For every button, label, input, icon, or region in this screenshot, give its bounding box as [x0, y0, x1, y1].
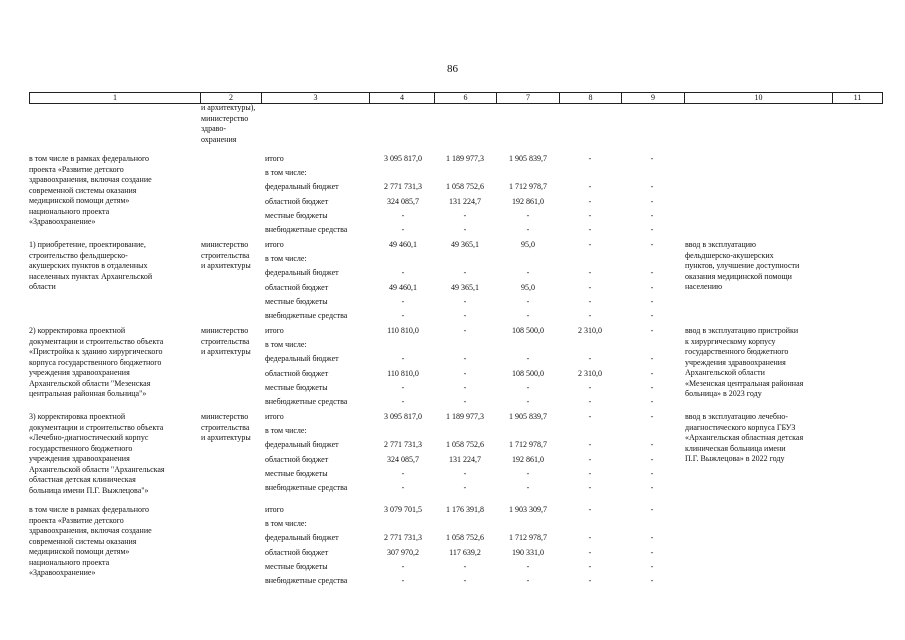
amount-cell-c8: -: [588, 282, 592, 292]
amount-cell-c4: 2 771 731,3: [384, 182, 422, 192]
amount-cell-c7: 108 500,0: [512, 368, 544, 378]
amount-cell-c7: -: [526, 311, 530, 320]
funding-source-label: областной бюджет: [265, 547, 329, 557]
amount-cell-c4: -: [401, 210, 405, 220]
header-col-1: 1: [30, 93, 201, 103]
amount-cell-c7: 192 861,0: [512, 196, 544, 206]
amount-cell-c9: -: [650, 268, 654, 278]
amount-cell-c4: -: [401, 561, 405, 571]
amount-cell-c6: -: [463, 561, 467, 571]
section-description: 3) корректировка проектной документации и строительство объекта «Лечебно-диагностический корпус государственного бюджетного учреждения здравоохранения Архангельской области "Архангельская областная детская клиническая больница имени П.Г. Выжлецова"»: [29, 412, 165, 495]
section-description: 1) приобретение, проектирование, строительство фельдшерско- акушерских пунктов в отдаленных населенных пунктах Архангельской области: [29, 240, 153, 291]
section-result: ввод в эксплуатацию лечебно- диагностического корпуса ГБУЗ «Архангельская областная детская клиническая больница имени П.Г. Выжлецова» в 2022 году: [685, 412, 804, 463]
funding-source-label: итого: [265, 326, 284, 335]
amount-cell-c7: 1 712 978,7: [509, 182, 547, 192]
amount-cell-c4: 2 771 731,3: [384, 440, 422, 450]
header-col-8: 8: [560, 93, 622, 103]
funding-source-label: федеральный бюджет: [265, 440, 339, 450]
amount-cell-c8: -: [588, 296, 592, 306]
amount-cell-c9: -: [650, 505, 654, 514]
funding-source-label: внебюджетные средства: [265, 225, 348, 234]
amount-cell-c6: -: [463, 397, 467, 406]
amount-cell-c8: -: [588, 225, 592, 234]
amount-cell-c7: 95,0: [521, 240, 535, 249]
section-result: ввод в эксплуатацию пристройки к хирургическому корпусу государственного бюджетного учреждения здравоохранения Архангельской области «Мезенская центральная районная больница» в 2023 году: [685, 326, 804, 398]
amount-cell-c6: 1 176 391,8: [446, 505, 484, 514]
amount-cell-c6: -: [463, 354, 467, 364]
funding-source-label: областной бюджет: [265, 282, 329, 292]
amount-cell-c7: -: [526, 296, 530, 306]
funding-source-label: итого: [265, 505, 284, 514]
amount-cell-c9: -: [650, 483, 654, 492]
amount-cell-c9: -: [650, 182, 654, 192]
amount-cell-c8: -: [588, 354, 592, 364]
amount-cell-c8: -: [588, 210, 592, 220]
funding-source-label: федеральный бюджет: [265, 354, 339, 364]
funding-source-label: внебюджетные средства: [265, 397, 348, 406]
amount-cell-c9: -: [650, 225, 654, 234]
amount-cell-c9: -: [650, 296, 654, 306]
amount-cell-c8: -: [588, 382, 592, 392]
amount-cell-c9: -: [650, 240, 654, 249]
amount-cell-c6: -: [463, 210, 467, 220]
funding-source-label: местные бюджеты: [265, 210, 328, 220]
amount-cell-c6: 131 224,7: [449, 196, 481, 206]
funding-source-label: внебюджетные средства: [265, 576, 348, 585]
amount-cell-c7: -: [526, 397, 530, 406]
section-result: ввод в эксплуатацию фельдшерско-акушерских пунктов, улучшение доступности оказания медицинской помощи населению: [685, 240, 800, 291]
section-description: в том числе в рамках федерального проекта «Развитие детского здравоохранения, включая создание современной системы оказания медицинской помощи детям» национального проекта «Здравоохранение»: [29, 505, 152, 577]
amount-cell-c6: 131 224,7: [449, 454, 481, 464]
funding-source-label: местные бюджеты: [265, 468, 328, 478]
amount-cell-c8: -: [588, 311, 592, 320]
amount-cell-c4: 110 810,0: [387, 368, 419, 378]
section-description: 2) корректировка проектной документации и строительство объекта «Пристройка к зданию хирургического корпуса государственного бюджетного учреждения здравоохранения Архангельской области "Мезенская центральная районная больница"»: [29, 326, 164, 398]
amount-cell-c7: 1 903 309,7: [509, 505, 547, 514]
amount-cell-c7: 1 712 978,7: [509, 440, 547, 450]
amount-cell-c7: 190 331,0: [512, 547, 544, 557]
amount-cell-c6: 1 058 752,6: [446, 182, 484, 192]
amount-cell-c6: 1 058 752,6: [446, 533, 484, 543]
funding-source-label: в том числе:: [265, 168, 307, 178]
header-col-6: 6: [435, 93, 497, 103]
funding-source-label: внебюджетные средства: [265, 483, 348, 492]
amount-cell-c8: -: [588, 533, 592, 543]
amount-cell-c4: 324 085,7: [387, 454, 419, 464]
section-executor: министерство строительства и архитектуры: [201, 240, 251, 270]
amount-cell-c4: 3 095 817,0: [384, 154, 422, 163]
amount-cell-c4: -: [401, 382, 405, 392]
amount-cell-c6: 1 189 977,3: [446, 154, 484, 163]
amount-cell-c4: -: [401, 354, 405, 364]
amount-cell-c6: -: [463, 296, 467, 306]
amount-cell-c7: 192 861,0: [512, 454, 544, 464]
amount-cell-c9: -: [650, 412, 654, 421]
amount-cell-c8: -: [588, 412, 592, 421]
funding-source-label: областной бюджет: [265, 196, 329, 206]
funding-source-label: местные бюджеты: [265, 561, 328, 571]
amount-cell-c9: -: [650, 154, 654, 163]
amount-cell-c9: -: [650, 282, 654, 292]
amount-cell-c6: -: [463, 268, 467, 278]
header-col-10: 10: [685, 93, 833, 103]
funding-source-label: областной бюджет: [265, 454, 329, 464]
amount-cell-c6: 49 365,1: [451, 240, 479, 249]
funding-source-label: в том числе:: [265, 426, 307, 436]
amount-cell-c8: -: [588, 483, 592, 492]
amount-cell-c4: 49 460,1: [389, 240, 417, 249]
amount-cell-c7: -: [526, 468, 530, 478]
amount-cell-c6: 1 189 977,3: [446, 412, 484, 421]
amount-cell-c7: -: [526, 210, 530, 220]
amount-cell-c4: 110 810,0: [387, 326, 419, 335]
amount-cell-c7: -: [526, 354, 530, 364]
funding-source-label: местные бюджеты: [265, 382, 328, 392]
amount-cell-c7: 1 712 978,7: [509, 533, 547, 543]
funding-source-label: в том числе:: [265, 519, 307, 529]
amount-cell-c8: -: [588, 268, 592, 278]
amount-cell-c8: -: [588, 440, 592, 450]
amount-cell-c9: -: [650, 311, 654, 320]
amount-cell-c6: -: [463, 311, 467, 320]
amount-cell-c4: 49 460,1: [389, 282, 417, 292]
funding-source-label: в том числе:: [265, 254, 307, 264]
amount-cell-c6: 117 639,2: [449, 547, 481, 557]
amount-cell-c9: -: [650, 210, 654, 220]
amount-cell-c6: -: [463, 468, 467, 478]
amount-cell-c6: -: [463, 382, 467, 392]
amount-cell-c8: -: [588, 505, 592, 514]
amount-cell-c7: -: [526, 483, 530, 492]
amount-cell-c8: -: [588, 397, 592, 406]
amount-cell-c9: -: [650, 196, 654, 206]
amount-cell-c8: -: [588, 547, 592, 557]
amount-cell-c4: 324 085,7: [387, 196, 419, 206]
amount-cell-c8: -: [588, 154, 592, 163]
header-col-11: 11: [853, 93, 862, 102]
amount-cell-c7: -: [526, 576, 530, 585]
header-col-4: 4: [370, 93, 435, 103]
amount-cell-c8: -: [588, 240, 592, 249]
amount-cell-c7: -: [526, 382, 530, 392]
amount-cell-c4: 2 771 731,3: [384, 533, 422, 543]
amount-cell-c4: -: [401, 468, 405, 478]
amount-cell-c9: -: [650, 533, 654, 543]
amount-cell-c8: -: [588, 196, 592, 206]
carry-over-executor: и архитектуры), министерство здраво- охранения: [201, 103, 256, 144]
amount-cell-c8: -: [588, 468, 592, 478]
amount-cell-c6: -: [463, 225, 467, 234]
amount-cell-c9: -: [650, 354, 654, 364]
funding-source-label: итого: [265, 154, 284, 163]
amount-cell-c9: -: [650, 576, 654, 585]
amount-cell-c8: 2 310,0: [578, 326, 602, 335]
amount-cell-c8: -: [588, 182, 592, 192]
funding-source-label: областной бюджет: [265, 368, 329, 378]
funding-source-label: федеральный бюджет: [265, 533, 339, 543]
header-col-3: 3: [262, 93, 370, 103]
amount-cell-c9: -: [650, 468, 654, 478]
amount-cell-c9: -: [650, 561, 654, 571]
header-col-2: 2: [201, 93, 262, 103]
amount-cell-c4: -: [401, 397, 405, 406]
amount-cell-c7: -: [526, 225, 530, 234]
amount-cell-c9: -: [650, 547, 654, 557]
funding-source-label: федеральный бюджет: [265, 268, 339, 278]
amount-cell-c7: 95,0: [521, 282, 535, 292]
amount-cell-c7: -: [526, 561, 530, 571]
amount-cell-c9: -: [650, 397, 654, 406]
header-col-9: 9: [622, 93, 685, 103]
amount-cell-c7: 1 905 839,7: [509, 412, 547, 421]
section-description: в том числе в рамках федерального проекта «Развитие детского здравоохранения, включая создание современной системы оказания медицинской помощи детям» национального проекта «Здравоохранение»: [29, 154, 152, 226]
amount-cell-c8: -: [588, 561, 592, 571]
amount-cell-c9: -: [650, 454, 654, 464]
amount-cell-c8: -: [588, 576, 592, 585]
amount-cell-c8: 2 310,0: [578, 368, 602, 378]
amount-cell-c7: 1 905 839,7: [509, 154, 547, 163]
amount-cell-c4: 3 079 701,5: [384, 505, 422, 514]
section-executor: министерство строительства и архитектуры: [201, 326, 251, 356]
section-executor: министерство строительства и архитектуры: [201, 412, 251, 442]
funding-source-label: внебюджетные средства: [265, 311, 348, 320]
table-header-row: [29, 92, 883, 104]
amount-cell-c9: -: [650, 368, 654, 378]
amount-cell-c4: -: [401, 225, 405, 234]
amount-cell-c8: -: [588, 454, 592, 464]
amount-cell-c6: -: [463, 483, 467, 492]
amount-cell-c6: 49 365,1: [451, 282, 479, 292]
amount-cell-c4: -: [401, 296, 405, 306]
amount-cell-c4: -: [401, 576, 405, 585]
amount-cell-c9: -: [650, 440, 654, 450]
page-number: 86: [447, 63, 458, 75]
amount-cell-c7: -: [526, 268, 530, 278]
amount-cell-c4: -: [401, 483, 405, 492]
amount-cell-c4: 3 095 817,0: [384, 412, 422, 421]
funding-source-label: итого: [265, 240, 284, 249]
funding-source-label: в том числе:: [265, 340, 307, 350]
amount-cell-c4: -: [401, 311, 405, 320]
funding-source-label: федеральный бюджет: [265, 182, 339, 192]
amount-cell-c6: -: [463, 368, 467, 378]
amount-cell-c4: 307 970,2: [387, 547, 419, 557]
amount-cell-c9: -: [650, 382, 654, 392]
header-col-7: 7: [497, 93, 560, 103]
funding-source-label: итого: [265, 412, 284, 421]
amount-cell-c6: 1 058 752,6: [446, 440, 484, 450]
amount-cell-c7: 108 500,0: [512, 326, 544, 335]
amount-cell-c9: -: [650, 326, 654, 335]
amount-cell-c6: -: [463, 576, 467, 585]
funding-source-label: местные бюджеты: [265, 296, 328, 306]
amount-cell-c6: -: [463, 326, 467, 335]
amount-cell-c4: -: [401, 268, 405, 278]
